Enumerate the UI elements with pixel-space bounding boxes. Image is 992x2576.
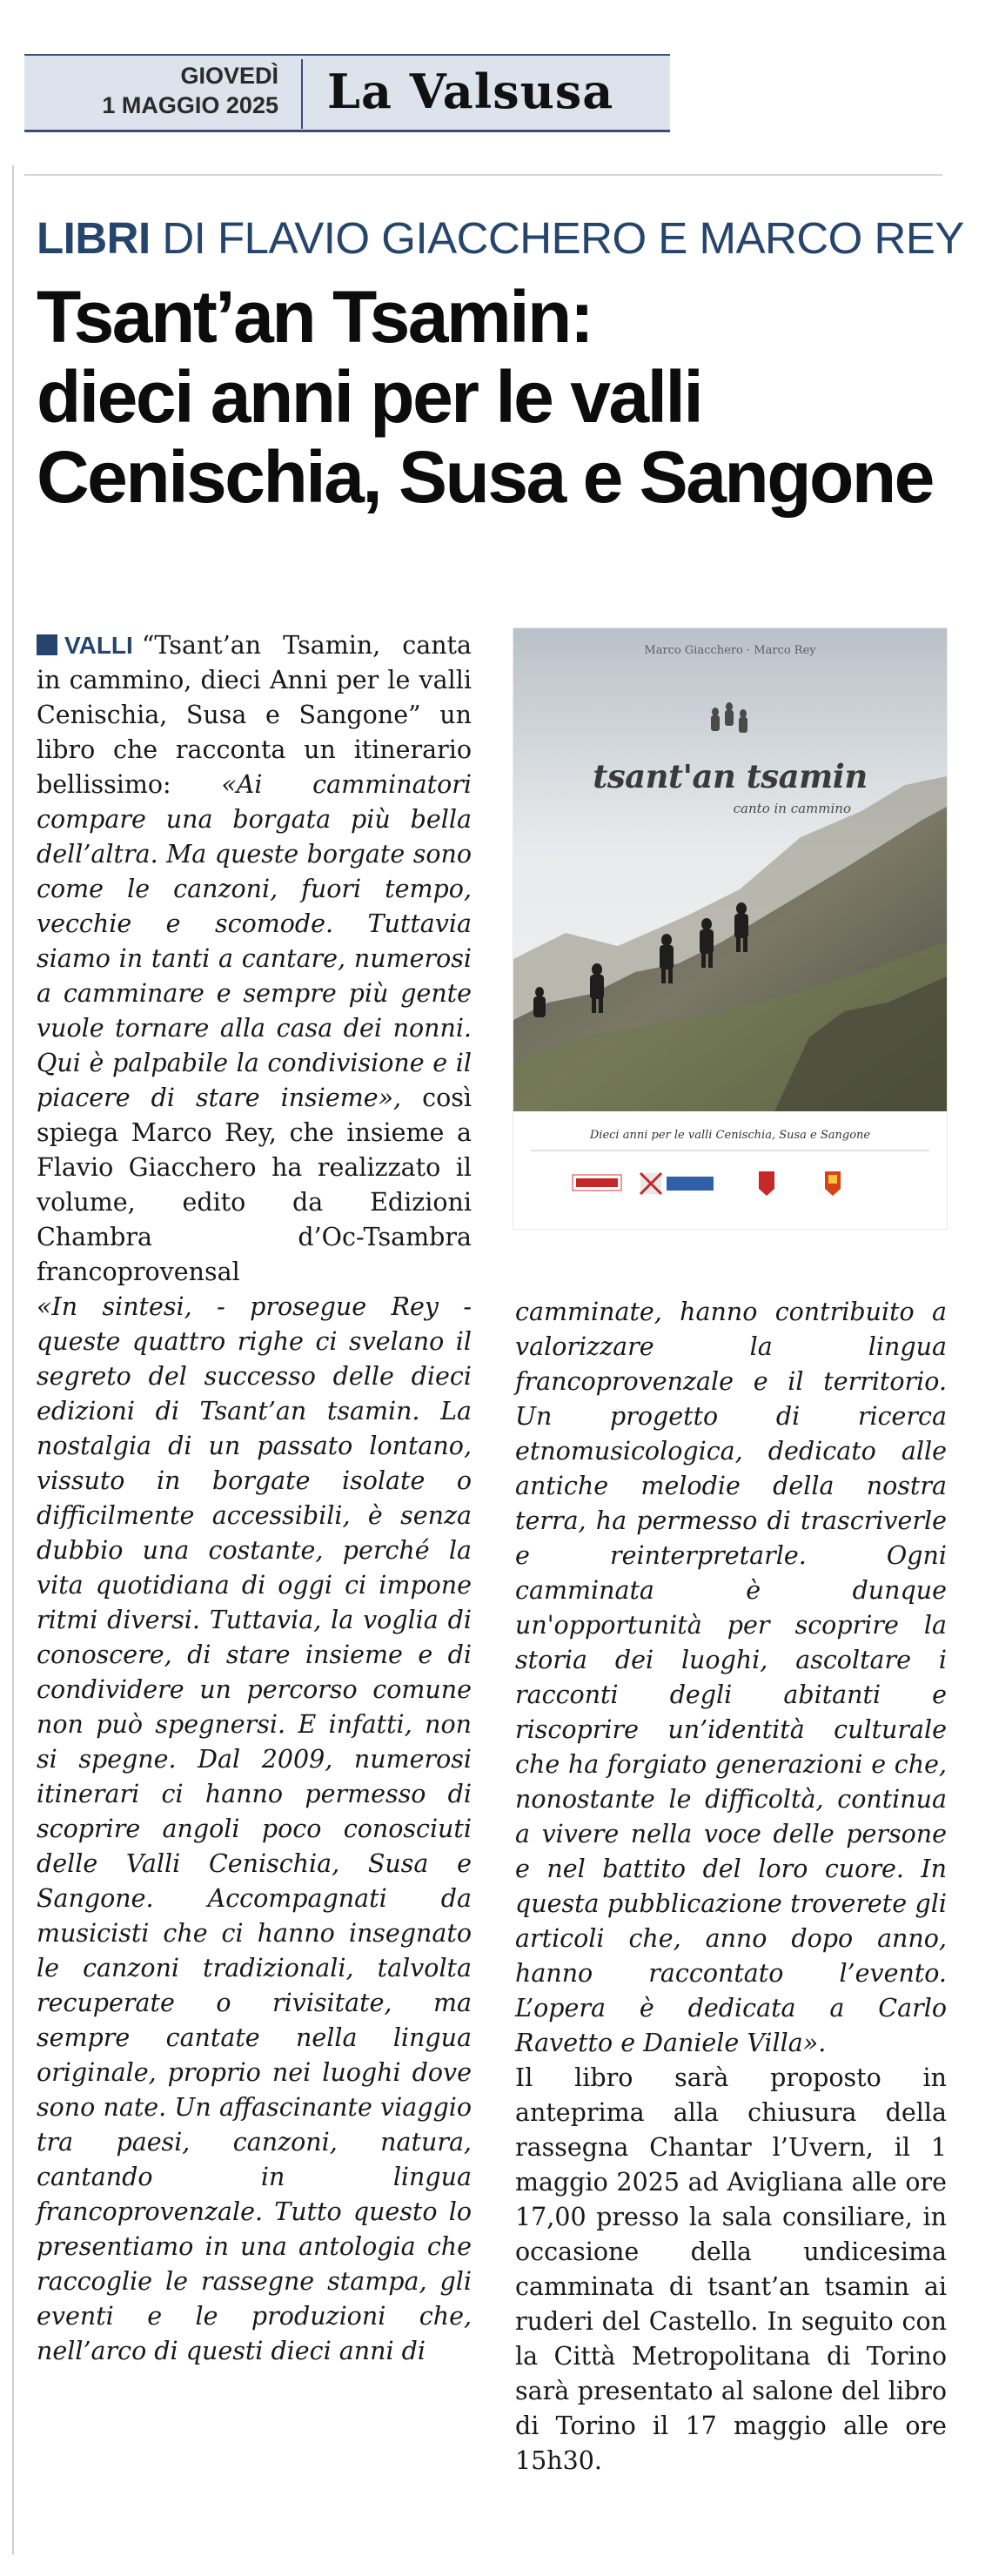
paragraph-intro	[37, 628, 472, 1290]
header-rule	[24, 174, 942, 176]
lead-in-label: VALLI	[64, 632, 133, 659]
quote-summary-start: «In sintesi, - prosegue Rey - queste quattro righe ci svelano il segreto del successo delle dieci edizioni di Tsant’an tsamin. La nostalgia di un passato lontano, vissuto in borgate isolate o difficilmente accessibili, è senza dubbio una costante, perché la vita quotidiana di oggi ci impone ritmi diversi. Tuttavia, la voglia di conoscere, di stare insieme e di condividere un percorso comune non può spegnersi. E infatti, non si spegne. Dal 2009, numerosi itinerari ci hanno permesso di scoprire angoli poco conosciuti delle Valli Cenischia, Susa e Sangone. Accompagnati da musicisti che ci hanno insegnato le canzoni tradizionali, talvolta recuperate o rivisitate, ma sempre cantate nella lingua originale, proprio nei luoghi dove sono nate. Un affascinante viaggio tra paesi, canzoni, natura, cantando in lingua francoprovenzale. Tutto questo lo presentiamo in una antologia che raccoglie le rassegne stampa, gli eventi e le produzioni che, nell’arco di questi dieci anni di	[37, 1292, 472, 2365]
article-kicker	[37, 212, 964, 265]
masthead-divider	[301, 59, 303, 129]
cover-tagline: Dieci anni per le valli Cenischia, Susa e Sangone	[589, 1129, 871, 1142]
cover-title: tsant'an tsamin	[593, 757, 868, 795]
quote-walkers: «Ai camminatori compare una borgata più bella dell’altra. Ma queste borgate sono come le canzoni, fuori tempo, vecchie e scomode. Tuttavia siamo in tanti a cantare, numerosi a camminare e sempre più gente vuole tornare alla casa dei nonni. Qui è palpabile la condivisione e il piacere di stare insieme»,	[37, 770, 472, 1112]
issue-date	[24, 61, 278, 120]
cover-authors: Marco Giacchero · Marco Rey	[644, 644, 816, 657]
issue-full-date: 1 MAGGIO 2025	[102, 92, 278, 118]
article-body-left-column	[37, 628, 472, 2369]
paragraph-event-info: Il libro sarà proposto in anteprima alla chiusura della rassegna Chantar l’Uvern, il 1 maggio 2025 ad Avigliana alle ore 17,00 presso la sala consiliare, in occasione della undicesima camminata di tsant’an tsamin ai ruderi del Castello. In seguito con la Città Metropolitana di Torino sarà presentato al salone del libro di Torino il 17 maggio alle ore 15h30.	[515, 2063, 947, 2475]
article-byline: DI FLAVIO GIACCHERO E MARCO REY	[162, 213, 964, 263]
section-square-icon	[37, 634, 57, 655]
intro-text: “Tsant’an Tsamin, canta in cammino, dieci Anni per le valli Cenischia, Susa e Sangone” un libro che racconta un itinerario bellissimo:	[37, 631, 472, 799]
section-label: LIBRI	[37, 213, 151, 263]
column-rule-left	[12, 165, 14, 2554]
headline-line-2: dieci anni per le valli	[37, 356, 702, 438]
headline-line-3: Cenischia, Susa e Sangone	[37, 436, 933, 518]
attribution-text: così spiega Marco Rey, che insieme a Flavio Giacchero ha realizzato il volume, edito da Edizioni Chambra d’Oc-Tsambra francoprovensal	[37, 1083, 473, 1286]
issue-day: GIOVEDÌ	[180, 63, 278, 89]
article-headline	[37, 277, 976, 517]
cover-subtitle: canto in cammino	[733, 801, 851, 816]
headline-line-1: Tsant’an Tsamin:	[37, 276, 593, 358]
newspaper-masthead	[24, 54, 670, 132]
article-body-right-column	[515, 1295, 947, 2479]
book-cover-image	[513, 628, 947, 1229]
quote-summary-end: camminate, hanno contribuito a valorizzare la lingua francoprovenzale e il territorio. Un progetto di ricerca etnomusicologica, dedicato alle antiche melodie della nostra terra, ha permesso di trascriverle e reinterpretarle. Ogni camminata è dunque un'opportunità per scoprire la storia dei luoghi, ascoltare i racconti degli abitanti e riscoprire un’identità culturale che ha forgiato generazioni e che, nonostante le difficoltà, continua a vivere nella voce delle persone e nel battito del loro cuore. In questa pubblicazione troverete gli articoli che, anno dopo anno, hanno raccontato l’evento. L’opera è dedicata a Carlo Ravetto e Daniele Villa».	[515, 1298, 947, 2057]
newspaper-logo: La Valsusa	[327, 64, 614, 119]
